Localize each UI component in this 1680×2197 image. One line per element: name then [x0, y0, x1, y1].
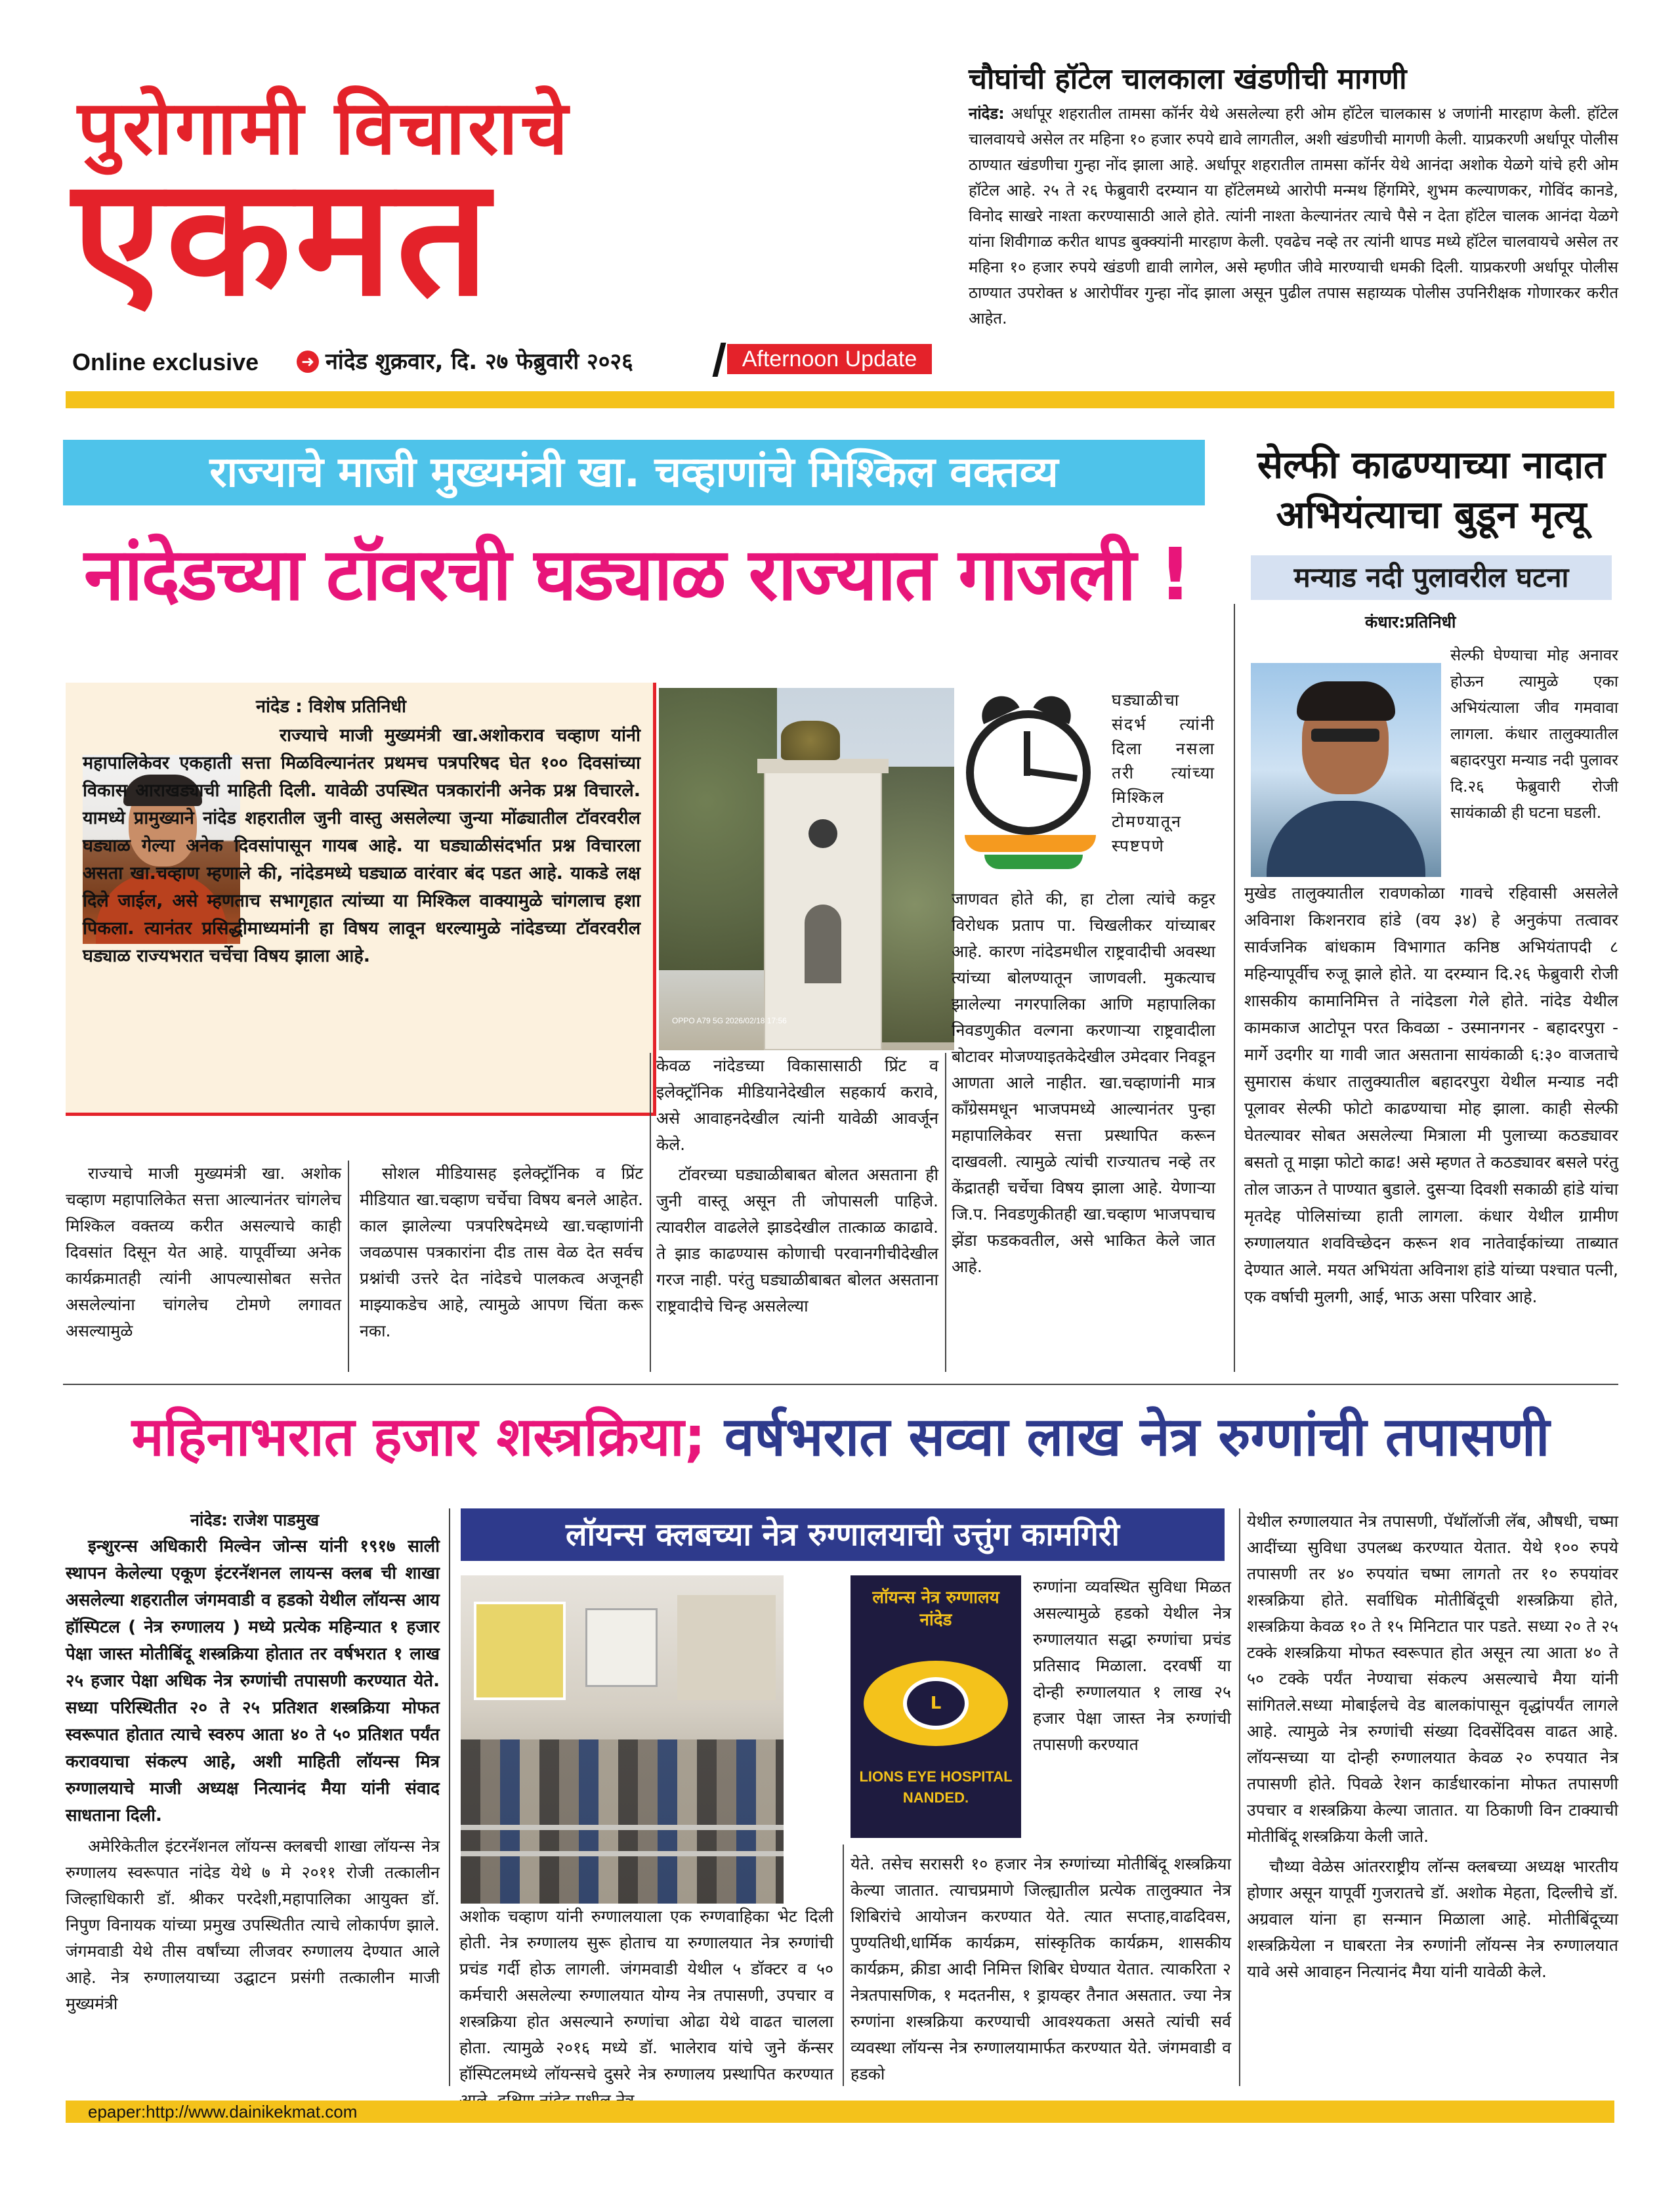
eye-col-3: येते. तसेच सरासरी १० हजार नेत्र रुग्णांच्या मोतीबिंदू शस्त्रक्रिया केल्या जातात. त्याचप्रमाणे जिल्ह्यातील प्रत्येक तालुक्यात नेत्र शिबिरांचे आयोजन करण्यात येते. त्यात सप्ताह,वाढदिवस, पुण्यतिथी,धार्मिक कार्यक्रम, सांस्कृतिक कार्यक्रम, शासकीय कार्यक्रम, क्रीडा आदी निमित्त शिबिर घेण्यात येतात. त्याकरिता २ नेत्रतपासणिक, १ मदतनीस, १ ड्रायव्हर तैनात असतात. ज्या नेत्र रुग्णांना शस्त्रक्रिया करण्याची आवश्यकता असते त्यांची सर्व व्यवस्था लॉयन्स नेत्र रुग्णालयामार्फत करण्यात येते. जंगमवाडी व हडको	[850, 1854, 1231, 2083]
lead-kicker: राज्याचे माजी मुख्यमंत्री खा. चव्हाणांचे मिश्किल वक्तव्य	[63, 440, 1205, 505]
sign-text-3: LIONS EYE HOSPITAL	[859, 1768, 1013, 1785]
eye-byline: नांदेड: राजेश पाडमुख	[190, 1510, 320, 1529]
lead-col-clock-top: घड्याळीचा संदर्भ त्यांनी दिला नसला तरी त्यांच्या मिश्किल टोमण्यातून स्पष्टपणे	[1112, 691, 1215, 855]
top-story-lead: नांदेड:	[969, 104, 1005, 123]
top-story-headline: चौघांची हॉटेल चालकाला खंडणीची मागणी	[969, 62, 1407, 96]
clock-logo	[952, 691, 1102, 887]
photo-watermark: OPPO A79 5G 2026/02/18 17:56	[672, 1016, 787, 1025]
eye-divider-3	[1239, 1508, 1240, 2086]
online-exclusive-label: Online exclusive	[72, 349, 259, 375]
lead-col-b: सोशल मीडियासह इलेक्ट्रॉनिक व प्रिंट मीडियात खा.चव्हाण चर्चेचा विषय बनले आहेत. काल झालेल्या पत्रपरिषदेमध्ये खा.चव्हाणांनी जवळपास पत्रकारांना दीड तास वेळ देत सर्वच प्रश्नांची उत्तरे देत नांदेडचे पालकत्व अजूनही माझ्याकडेच आहे, त्यामुळे आपण चिंता करू नका.	[360, 1164, 643, 1340]
side-subhead: मन्याड नदी पुलावरील घटना	[1251, 555, 1612, 600]
eye-divider-2	[843, 1845, 844, 2086]
side-headline: सेल्फी काढण्याच्या नादात अभियंत्याचा बुडून मृत्यू	[1257, 442, 1606, 537]
lead-col-tower-p2: टॉवरच्या घड्याळीबाबत बोलत असताना ही जुनी वास्तू असून ती जोपासली पाहिजे. त्यावरील वाढलेले झाडदेखील तात्काळ काढावे. ते झाड काढण्यास कोणाची परवानगीचीदेखील गरज नाही. परंतु घड्याळीबाबत बोलत असताना राष्ट्रवादीचे चिन्ह असलेल्या	[656, 1165, 938, 1315]
lead-divider-2	[650, 1053, 651, 1372]
eye-col-1	[66, 1533, 440, 2021]
lead-summary-box	[66, 683, 656, 1116]
arrow-right-icon: ➜	[297, 351, 319, 373]
top-story-body	[969, 101, 1618, 331]
sign-text-1: लॉयन्स नेत्र रुग्णालय	[872, 1588, 999, 1608]
lead-divider-3	[945, 1053, 946, 1372]
side-byline: कंधार:प्रतिनिधी	[1365, 612, 1456, 631]
gold-rule-top	[66, 391, 1614, 408]
afternoon-update-badge: Afternoon Update	[727, 344, 932, 374]
eye-headline-part-a: महिनाभरात हजार शस्त्रक्रिया;	[131, 1406, 706, 1468]
masthead-tagline: पुरोगामी विचाराचे	[77, 84, 571, 171]
eye-divider-1	[449, 1508, 450, 2086]
eye-col-4	[1247, 1508, 1618, 1989]
sign-text-2: नांदेड	[919, 1610, 952, 1630]
epaper-url[interactable]: epaper:http://www.dainikekmat.com	[88, 2102, 358, 2122]
lead-headline: नांदेडच्या टॉवरची घड्याळ राज्यात गाजली !	[84, 532, 1190, 616]
lead-col-tower	[656, 1053, 938, 1323]
eye-headline-part-b: वर्षभरात सव्वा लाख नेत्र रुग्णांची तपासणी	[724, 1406, 1550, 1468]
section-divider	[63, 1384, 1618, 1385]
lead-box-byline: नांदेड : विशेष प्रतिनिधी	[256, 696, 407, 717]
side-body: मुखेड तालुक्यातील रावणकोळा गावचे रहिवासी असलेले अविनाश किशनराव हांडे (वय ३४) हे अनुकंपा तत्वावर सार्वजनिक बांधकाम विभागात कनिष्ठ अभियंतापदी ८ महिन्यापूर्वीच रुजू झाले होते. या दरम्यान दि.२६ फेब्रुवारी रोजी शासकीय कामानिमित्त ते नांदेडला गेले होते. नांदेड येथील कामकाज आटोपून परत किवळा - उस्मानगनर - बहादरपुरा - मार्गे उदगीर या गावी जात असताना सायंकाळी ६:३० वाजताचे सुमारास कंधार तालुक्यातील बहादरपुरा येथील मन्याड नदी पूलावर सेल्फी फोटो काढण्याचा मोह झाला. काही सेल्फी घेतल्यावर सोबत असलेल्या मित्राला मी पुलाच्या कठड्यावर बसतो तू माझा फोटो काढ! असे म्हणत ते कठड्यावर बसले परंतु तोल जाऊन ते पाण्यात बुडाले. दुसऱ्या दिवशी सकाळी हांडे यांचा मृतदेह पोलिसांच्या हाती लागला. कंधार येथील ग्रामीण रुग्णालयात शवविच्छेदन करून शव नातेवाईकांच्या ताब्यात देण्यात आले. मयत अभियंता अविनाश हांडे यांच्या पश्चात पत्नी, एक वर्षाची मुलगी, आई, भाऊ असा परिवार आहे.	[1244, 884, 1618, 1306]
lead-col-a: राज्याचे माजी मुख्यमंत्री खा. अशोक चव्हाण महापालिकेत सत्ता आल्यानंतर चांगलेच मिश्किल वक्तव्य करीत असल्याचे काही दिवसांत दिसून येत आहे. यापूर्वीच्या अनेक कार्यक्रमातही त्यांनी आपल्यासोबत सत्तेत असलेल्यांना चांगलेच टोमणे लगावत असल्यामुळे	[66, 1164, 341, 1340]
eye-lead: इन्शुरन्स अधिकारी मिल्वेन जोन्स यांनी १९१७ साली स्थापन केलेल्या एकूण इंटरनॅशनल लायन्स क्लब ची शाखा असलेल्या शहरातील जंगमवाडी व हडको येथील लॉयन्स आय हॉस्पिटल ( नेत्र रुग्णालय ) मध्ये प्रत्येक महिन्यात १ हजार पेक्षा जास्त मोतीबिंदू शस्त्रक्रिया होतात तर वर्षभरात १ लाख २५ हजार पेक्षा अधिक नेत्र रुग्णांची तपासणी करण्यात येते. सध्या परिस्थितीत २० ते २५ प्रतिशत शस्त्रक्रिया मोफत स्वरूपात होतात त्याचे स्वरुप आता ४० ते ५० प्रतिशत पर्यंत करावयाचा संकल्प आहे, अशी माहिती लॉयन्स मित्र रुग्णालयाचे माजी अध्यक्ष नित्यानंद मैया यांनी संवाद साधताना दिली.	[66, 1537, 440, 1825]
dateline: नांदेड शुक्रवार, दि. २७ फेब्रुवारी २०२६	[326, 349, 633, 375]
victim-photo	[1251, 663, 1441, 877]
eye-col-4b: चौथ्या वेळेस आंतरराष्ट्रीय लॉन्स क्लबच्या अध्यक्ष भारतीय होणार असून यापूर्वी गुजरातचे डॉ. अशोक मेहता, दिल्लीचे डॉ. अग्रवाल यांना हा सन्मान मिळाला आहे. मोतीबिंदूच्या शस्त्रक्रियेला न घाबरता नेत्र रुग्णांनी लॉयन्स नेत्र रुग्णालयात यावे असे आवाहन नित्यानंद मैया यांनी यावेळी केले.	[1247, 1857, 1618, 1981]
eye-col-4a: येथील रुग्णालयात नेत्र तपासणी, पॅथॉलॉजी लॅब, औषधी, चष्मा आदींच्या सुविधा उपलब्ध करण्यात येतात. येथे १०० रुपये तपासणी तर ४० रुपयांत चष्मा लागतो तर १० रुपयांवर शस्त्रक्रिया होते. सर्वाधिक मोतीबिंदूची शस्त्रक्रिया होते, शस्त्रक्रिया केवळ १० ते १५ मिनिटात पार पडते. सध्या २० ते २५ टक्के शस्त्रक्रिया मोफत स्वरूपात होत असून त्या आता ४० ते ५० टक्के पर्यंत नेण्याचा संकल्प असल्याचे मैया यांनी सांगितले.सध्या मोबाईलचे वेड बालकांपासून वृद्धांपर्यंत लागले आहे. त्यामुळे नेत्र रुग्णांची संख्या दिवसेंदिवस वाढत आहे. लॉयन्सच्या या दोन्ही रुग्णालयात केवळ २० रुपयात नेत्र तपासणी होते. पिवळे रेशन कार्डधारकांना मोफत तपासणी उपचार व शस्त्रक्रिया केल्या जातात. या ठिकाणी विन टाक्याची मोतीबिंदू शस्त्रक्रिया केली जाते.	[1247, 1512, 1618, 1846]
eye-headline	[63, 1398, 1618, 1477]
sign-text-4: NANDED.	[902, 1789, 969, 1806]
lead-box-text: राज्याचे माजी मुख्यमंत्री खा.अशोकराव चव्हाण यांनी महापालिकेवर एकहाती सत्ता मिळविल्यानंतर प्रथमच पत्रपरिषद घेत १०० दिवसांच्या विकास आराखड्याची माहिती दिली. यावेळी उपस्थित पत्रकारांनी अनेक प्रश्न विचारले. यामध्ये प्रामुख्याने नांदेड शहरातील जुनी वास्तु असलेल्या जुन्या मोंढ्यातील टॉवरवरील घड्याळ गेल्या अनेक दिवसांपासून गायब आहे. या घड्याळीसंदर्भात प्रश्न विचारला असता खा.चव्हाण म्हणाले की, नांदेडमध्ये घड्याळ वारंवार बंद पडत आहे. याकडे लक्ष दिले जाईल, असे म्हणताच सभागृहात त्यांच्या या मिश्किल वाक्यामुळे चांगलाच हशा पिकला. त्यानंतर प्रसिद्धीमाध्यमांनी हा विषय लावून धरल्यामुळे नांदेडच्या टॉवरवरील घड्याळ राज्यभरात चर्चेचा विषय झाला आहे.	[83, 725, 640, 966]
lions-hospital-sign-photo: लॉयन्स नेत्र रुग्णालय नांदेड L LIONS EYE HOSPITAL NANDED.	[850, 1575, 1021, 1838]
eye-col-1b: अमेरिकेतील इंटरनॅशनल लॉयन्स क्लबची शाखा लॉयन्स नेत्र रुग्णालय स्वरूपात नांदेड येथे ७ मे २०११ रोजी तत्कालीन जिल्हाधिकारी डॉ. श्रीकर परदेशी,महापालिका आयुक्त डॉ. निपुण विनायक यांच्या प्रमुख उपस्थितीत त्याचे लोकार्पण झाले. जंगमवाडी येथे तीस वर्षांच्या लीजवर रुग्णालय देण्यात आले आहे. नेत्र रुग्णालयाच्या उद्घाटन प्रसंगी तत्कालीन माजी मुख्यमंत्री	[66, 1837, 440, 2013]
eye-subhead: लॉयन्स क्लबच्या नेत्र रुग्णालयाची उत्तुंग कामगिरी	[461, 1508, 1225, 1561]
lead-col-tower-p1: केवळ नांदेडच्या विकासासाठी प्रिंट व इलेक्ट्रॉनिक मीडियानेदेखील सहकार्य करावे, असे आवाहनदेखील त्यांनी यावेळी आवर्जून केले.	[656, 1056, 938, 1154]
top-story-text: अर्धापूर शहरातील तामसा कॉर्नर येथे असलेल्या हरी ओम हॉटेल चालकास ४ जणांनी मारहाण केली. हॉटेल चालवायचे असेल तर महिना १० हजार रुपये द्यावे लागतील, अशी खंडणीची मागणी केली. याप्रकरणी अर्धापूर पोलीस ठाण्यात खंडणीचा गुन्हा नोंद झाला आहे. अर्धापूर शहरातील तामसा कॉर्नर येथे आनंदा अशोक येळगे यांचे हरी ओम हॉटेल आहे. २५ ते २६ फेब्रुवारी दरम्यान या हॉटेलमध्ये आरोपी मन्मथ हिंगमिरे, शुभम कल्याणकर, गोविंद कानडे, विनोद साखरे नाश्ता करण्यासाठी आले होते. त्यांनी नाश्ता केल्यानंतर त्याचे पैसे न देता हॉटेल चालक आनंदा येळगे यांना शिवीगाळ करीत थापड बुक्क्यांनी मारहाण केली. एवढेच नव्हे तर त्यांनी थापड मध्ये हॉटेल चालवायचे असेल तर महिना १० हजार रुपये खंडणी द्यावी लागेल, असे म्हणीत जीवे मारण्याची धमकी दिली. याप्रकरणी अर्धापूर पोलीस ठाण्यात उपरोक्त ४ आरोपींवर गुन्हा नोंद झाला असून पुढील तपास सहाय्यक पोलीस उपनिरीक्षक गोणारकर करीत आहेत.	[969, 104, 1618, 328]
top-story	[969, 60, 1618, 331]
lead-divider-4	[1234, 604, 1235, 1372]
masthead	[0, 0, 917, 394]
eye-col-beside: रुग्णांना व्यवस्थित सुविधा मिळत असल्यामुळे हडको येथील नेत्र रुग्णालयात सद्धा रुग्णांचा प्रचंड प्रतिसाद मिळाला. दरवर्षी या दोन्ही रुग्णालयात १ लाख २५ हजार पेक्षा जास्त नेत्र रुग्णांची तपासणी करण्यात	[1033, 1577, 1231, 1754]
divider-slash	[713, 343, 726, 377]
side-intro: सेल्फी घेण्याचा मोह अनावर होऊन त्यामुळे एका अभियंत्याला जीव गमवावा लागला. कंधार तालुक्यातील बहादरपुरा मन्याड नदी पुलावर दि.२६ फेब्रुवारी रोजी सायंकाळी ही घटना घडली.	[1450, 646, 1618, 822]
hospital-queue-photo	[461, 1575, 784, 1904]
clock-tower-photo	[659, 688, 954, 1050]
eye-col-2: अशोक चव्हाण यांनी रुग्णालयाला एक रुग्णवाहिका भेट दिली होती. नेत्र रुग्णालय सुरू होताच या रुग्णालयात नेत्र रुग्णांची प्रचंड गर्दी होऊ लागली. जंगमवाडी येथील ५ डॉक्टर व ५० कर्मचारी असलेल्या रुग्णालयात योग्य नेत्र तपासणी, उपचार व शस्त्रक्रिया होत असल्याने रुग्णांचा ओढा येथे वाढत चालला होता. त्यामुळे २०१६ मध्ये डॉ. भालेराव यांचे जुने कॅन्सर हॉस्पिटलमध्ये लॉयन्सचे दुसरे नेत्र रुग्णालय प्रस्थापित करण्यात	[459, 1907, 833, 2083]
lead-divider-1	[348, 1161, 349, 1372]
lead-col-clock: जाणवत होते की, हा टोला त्यांचे कट्टर विरोधक प्रताप पा. चिखलीकर यांच्याबर आहे. कारण नांदेडमधील राष्ट्रवादीची अवस्था त्यांच्या बोलण्यातून जाणवली. मुकत्याच झालेल्या नगरपालिका आणि महापालिका निवडणुकीत वल्गना करणाऱ्या राष्ट्रवादीला बोटावर मोजण्याइतकेदेखील उमेदवार निवडून आणता आले नाहीत. खा.चव्हाणांनी मात्र काँग्रेसमधून भाजपमध्ये आल्यानंतर पुन्हा महापालिकेवर सत्ता प्रस्थापित करून दाखवली. त्यामुळे त्यांची राज्यातच नव्हे तर केंद्रातही चर्चेचा विषय झाला आहे. येणाऱ्या जि.प. निवडणुकीतही खा.चव्हाण भाजपचाच झेंडा फडकवतील, असे भाकित केले जात आहे.	[952, 889, 1215, 1276]
masthead-logo: एकमत	[72, 143, 494, 332]
